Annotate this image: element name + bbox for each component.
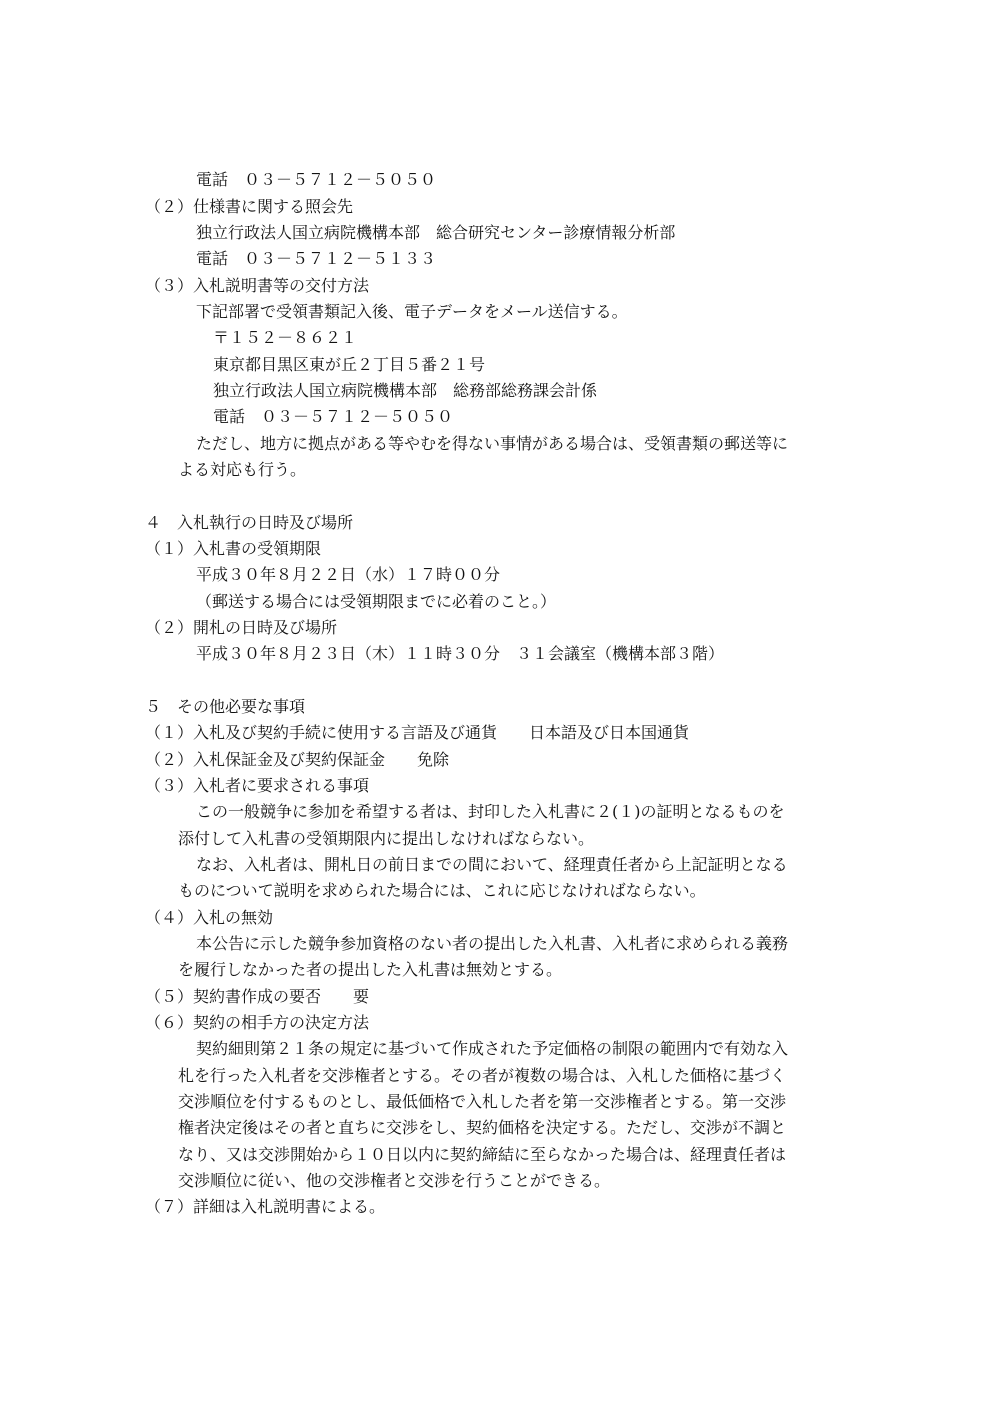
requirements-text-3: なお、入札者は、開札日の前日までの間において、経理責任者から上記証明となる	[196, 855, 788, 874]
requirements-text-4: ものについて説明を求められた場合には、これに応じなければならない。	[178, 881, 706, 900]
spec-inquiry-phone: 電話 ０３－５７１２－５１３３	[196, 249, 437, 268]
heading-distribution: （３）入札説明書等の交付方法	[145, 276, 370, 295]
section-4-heading: ４ 入札執行の日時及び場所	[145, 513, 354, 532]
opening-date-place: 平成３０年８月２３日（木）１１時３０分 ３１会議室（機構本部３階）	[196, 644, 725, 663]
item-language-currency: （１）入札及び契約手続に使用する言語及び通貨 日本語及び日本国通貨	[145, 723, 690, 742]
proviso-text-2: よる対応も行う。	[178, 460, 307, 479]
heading-decision-method: （６）契約の相手方の決定方法	[145, 1013, 370, 1032]
address: 東京都目黒区東が丘２丁目５番２１号	[213, 355, 486, 374]
decision-text-2: 札を行った入札者を交渉権者とする。その者が複数の場合は、入札した価格に基づく	[178, 1066, 787, 1085]
item-details: （７）詳細は入札説明書による。	[145, 1197, 386, 1216]
decision-text-5: なり、又は交渉開始から１０日以内に契約締結に至らなかった場合は、経理責任者は	[178, 1145, 787, 1164]
decision-text-6: 交渉順位に従い、他の交渉権者と交渉を行うことができる。	[178, 1171, 611, 1190]
decision-text-1: 契約細則第２１条の規定に基づいて作成された予定価格の制限の範囲内で有効な入	[196, 1039, 789, 1058]
heading-invalid-bid: （４）入札の無効	[145, 908, 274, 927]
distribution-org: 独立行政法人国立病院機構本部 総務部総務課会計係	[213, 381, 598, 400]
invalid-bid-text-2: を履行しなかった者の提出した入札書は無効とする。	[178, 960, 563, 979]
spec-inquiry-org: 独立行政法人国立病院機構本部 総合研究センター診療情報分析部	[196, 223, 676, 242]
distribution-text: 下記部署で受領書類記入後、電子データをメール送信する。	[196, 302, 628, 321]
section-5-heading: ５ その他必要な事項	[145, 697, 306, 716]
heading-receipt-deadline: （１）入札書の受領期限	[145, 539, 322, 558]
requirements-text-2: 添付して入札書の受領期限内に提出しなければならない。	[178, 829, 595, 848]
requirements-text-1: この一般競争に参加を希望する者は、封印した入札書に２(１)の証明となるものを	[196, 802, 785, 821]
postal-code: 〒１５２－８６２１	[213, 328, 358, 347]
proviso-text-1: ただし、地方に拠点がある等やむを得ない事情がある場合は、受領書類の郵送等に	[196, 434, 789, 453]
contact-phone-1: 電話 ０３－５７１２－５０５０	[196, 170, 437, 189]
decision-text-4: 権者決定後はその者と直ちに交渉をし、契約価格を決定する。ただし、交渉が不調と	[178, 1118, 787, 1137]
heading-spec-inquiry: （２）仕様書に関する照会先	[145, 197, 354, 216]
distribution-phone: 電話 ０３－５７１２－５０５０	[213, 407, 454, 426]
decision-text-3: 交渉順位を付するものとし、最低価格で入札した者を第一交渉権者とする。第一交渉	[178, 1092, 787, 1111]
receipt-deadline-note: （郵送する場合には受領期限までに必着のこと。）	[196, 592, 557, 611]
receipt-deadline-date: 平成３０年８月２２日（水）１７時００分	[196, 565, 501, 584]
heading-requirements: （３）入札者に要求される事項	[145, 776, 370, 795]
item-deposit: （２）入札保証金及び契約保証金 免除	[145, 750, 450, 769]
invalid-bid-text-1: 本公告に示した競争参加資格のない者の提出した入札書、入札者に求められる義務	[196, 934, 789, 953]
item-contract-document: （５）契約書作成の要否 要	[145, 987, 370, 1006]
heading-opening: （２）開札の日時及び場所	[145, 618, 338, 637]
